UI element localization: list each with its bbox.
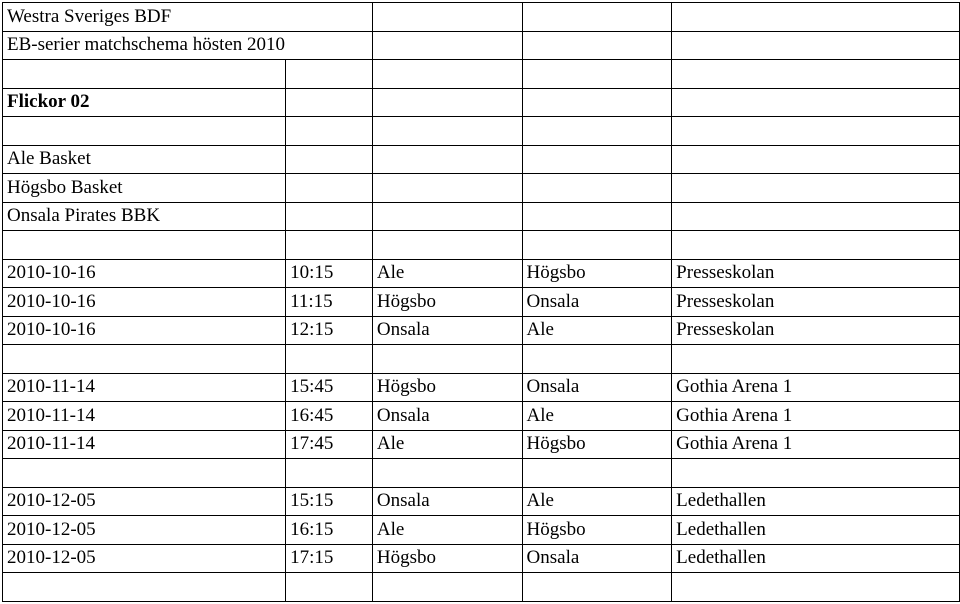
match-away: Ale [522, 402, 672, 431]
match-time: 17:45 [286, 430, 373, 459]
match-venue: Gothia Arena 1 [672, 373, 960, 402]
cell [3, 231, 286, 260]
match-home: Högsbo [372, 373, 522, 402]
cell [286, 3, 373, 32]
division-title: Flickor 02 [3, 88, 286, 117]
match-time: 12:15 [286, 316, 373, 345]
cell [522, 117, 672, 146]
match-date: 2010-10-16 [3, 288, 286, 317]
cell [672, 231, 960, 260]
team-row [3, 174, 960, 203]
cell [286, 88, 373, 117]
cell [522, 88, 672, 117]
match-row [3, 430, 960, 459]
cell [286, 202, 373, 231]
match-home: Onsala [372, 402, 522, 431]
sheet-row [3, 31, 960, 60]
cell [522, 174, 672, 203]
sheet-row [3, 60, 960, 89]
org-title: Westra Sveriges BDF [3, 3, 286, 32]
match-home: Ale [372, 259, 522, 288]
match-time: 15:15 [286, 487, 373, 516]
cell [286, 573, 373, 602]
match-home: Ale [372, 430, 522, 459]
match-time: 15:45 [286, 373, 373, 402]
match-venue: Presseskolan [672, 259, 960, 288]
match-time: 10:15 [286, 259, 373, 288]
match-venue: Ledethallen [672, 487, 960, 516]
match-home: Ale [372, 516, 522, 545]
match-date: 2010-12-05 [3, 516, 286, 545]
cell [372, 231, 522, 260]
cell [372, 145, 522, 174]
team-row [3, 202, 960, 231]
cell [372, 117, 522, 146]
match-date: 2010-11-14 [3, 402, 286, 431]
cell [286, 117, 373, 146]
cell [286, 459, 373, 488]
match-home: Onsala [372, 316, 522, 345]
match-home: Högsbo [372, 544, 522, 573]
match-row [3, 544, 960, 573]
cell [372, 345, 522, 374]
schedule-subtitle: EB-serier matchschema hösten 2010 [3, 31, 286, 60]
match-venue: Ledethallen [672, 544, 960, 573]
sheet-row [3, 3, 960, 32]
cell [372, 31, 522, 60]
cell [672, 117, 960, 146]
match-row [3, 288, 960, 317]
match-away: Onsala [522, 288, 672, 317]
cell [672, 145, 960, 174]
cell [522, 3, 672, 32]
cell [3, 60, 286, 89]
cell [372, 3, 522, 32]
match-date: 2010-11-14 [3, 373, 286, 402]
match-venue: Presseskolan [672, 316, 960, 345]
cell [672, 345, 960, 374]
cell [372, 459, 522, 488]
cell [672, 31, 960, 60]
sheet-row [3, 231, 960, 260]
cell [286, 145, 373, 174]
team-row [3, 145, 960, 174]
match-row [3, 373, 960, 402]
cell [3, 345, 286, 374]
match-venue: Gothia Arena 1 [672, 402, 960, 431]
cell [672, 202, 960, 231]
match-home: Onsala [372, 487, 522, 516]
match-row [3, 316, 960, 345]
sheet-row [3, 117, 960, 146]
cell [672, 459, 960, 488]
sheet-row [3, 573, 960, 602]
cell [522, 231, 672, 260]
cell [522, 345, 672, 374]
cell [372, 174, 522, 203]
schedule-sheet [2, 2, 960, 602]
match-row [3, 487, 960, 516]
match-away: Högsbo [522, 430, 672, 459]
match-time: 11:15 [286, 288, 373, 317]
sheet-row [3, 459, 960, 488]
cell [672, 174, 960, 203]
cell [286, 31, 373, 60]
team-name: Ale Basket [3, 145, 286, 174]
cell [286, 174, 373, 203]
cell [372, 202, 522, 231]
cell [522, 573, 672, 602]
match-home: Högsbo [372, 288, 522, 317]
match-time: 17:15 [286, 544, 373, 573]
match-date: 2010-10-16 [3, 259, 286, 288]
match-away: Högsbo [522, 259, 672, 288]
cell [672, 60, 960, 89]
match-away: Onsala [522, 373, 672, 402]
match-venue: Presseskolan [672, 288, 960, 317]
cell [372, 60, 522, 89]
team-name: Högsbo Basket [3, 174, 286, 203]
match-row [3, 259, 960, 288]
cell [672, 88, 960, 117]
match-away: Onsala [522, 544, 672, 573]
cell [672, 3, 960, 32]
cell [372, 573, 522, 602]
cell [522, 459, 672, 488]
match-row [3, 402, 960, 431]
match-venue: Gothia Arena 1 [672, 430, 960, 459]
cell [672, 573, 960, 602]
cell [286, 60, 373, 89]
team-name: Onsala Pirates BBK [3, 202, 286, 231]
match-date: 2010-11-14 [3, 430, 286, 459]
cell [286, 345, 373, 374]
match-date: 2010-10-16 [3, 316, 286, 345]
cell [522, 202, 672, 231]
cell [372, 88, 522, 117]
cell [3, 573, 286, 602]
cell [286, 231, 373, 260]
match-time: 16:15 [286, 516, 373, 545]
cell [3, 459, 286, 488]
sheet-row [3, 345, 960, 374]
match-venue: Ledethallen [672, 516, 960, 545]
match-date: 2010-12-05 [3, 487, 286, 516]
match-date: 2010-12-05 [3, 544, 286, 573]
sheet-row [3, 88, 960, 117]
cell [522, 31, 672, 60]
match-away: Högsbo [522, 516, 672, 545]
match-away: Ale [522, 487, 672, 516]
match-away: Ale [522, 316, 672, 345]
cell [3, 117, 286, 146]
cell [522, 60, 672, 89]
cell [522, 145, 672, 174]
match-time: 16:45 [286, 402, 373, 431]
match-row [3, 516, 960, 545]
